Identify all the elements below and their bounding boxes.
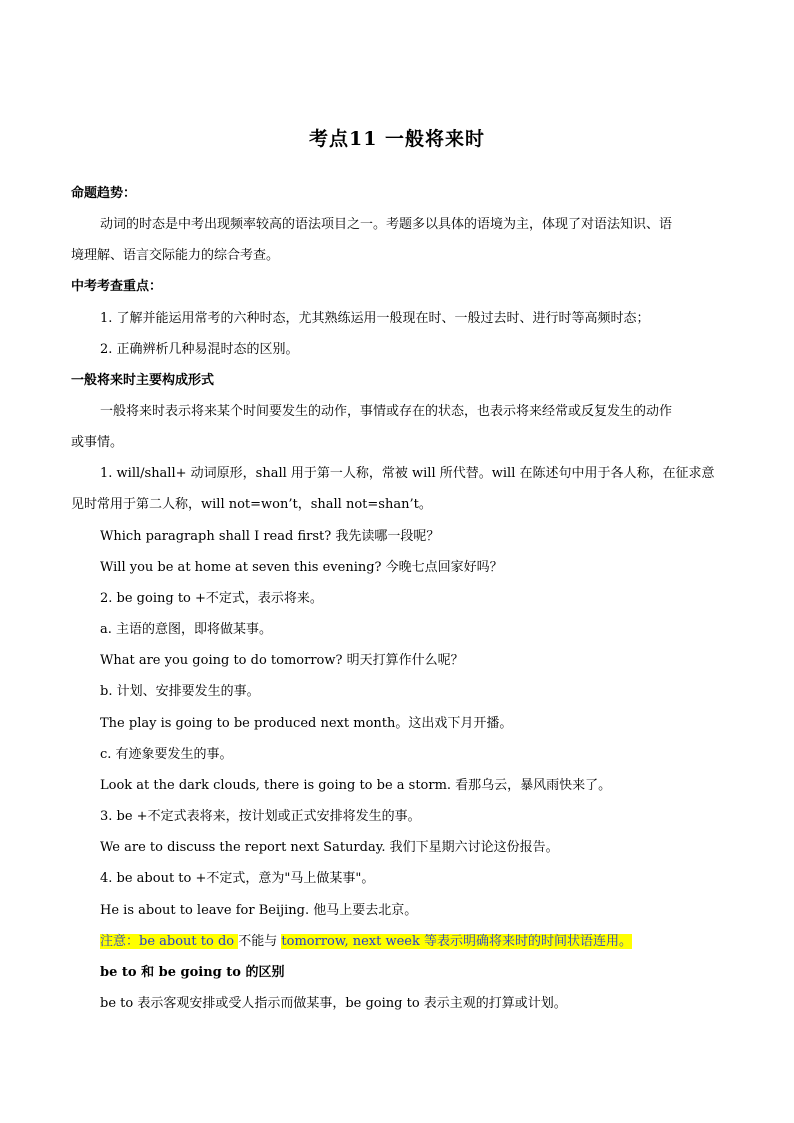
form-paragraph-line-1: 一般将来时表示将来某个时间要发生的动作，事情或存在的状态，也表示将来经常或反复发生的动作: [100, 404, 673, 419]
diff-paragraph: be to 表示客观安排或受人指示而做某事，be going to 表示主观的打算或计划。: [100, 996, 567, 1011]
example-7: He is about to leave for Beijing. 他马上要去北京。: [100, 903, 418, 918]
example-4: The play is going to be produced next month。这出戏下月开播。: [100, 716, 513, 731]
trend-heading: 命题趋势：: [71, 186, 137, 201]
trend-paragraph-line-1: 动词的时态是中考出现频率较高的语法项目之一。考题多以具体的语境为主，体现了对语法知识、语: [100, 217, 673, 232]
diff-heading: be to 和 be going to 的区别: [100, 965, 285, 980]
example-1: Which paragraph shall I read first? 我先读哪一段呢？: [100, 529, 440, 544]
note-mid: 不能与: [238, 934, 282, 949]
form-paragraph-line-2: 或事情。: [71, 435, 124, 450]
focus-item-1: 1. 了解并能运用常考的六种时态，尤其熟练运用一般现在时、一般过去时、进行时等高频时态；: [100, 311, 650, 326]
example-6: We are to discuss the report next Saturday. 我们下星期六讨论这份报告。: [100, 840, 559, 855]
trend-paragraph-line-2: 境理解、语言交际能力的综合考查。: [71, 248, 280, 263]
example-5: Look at the dark clouds, there is going to be a storm. 看那乌云，暴风雨快来了。: [100, 778, 612, 793]
rule-2a: a. 主语的意图，即将做某事。: [100, 622, 273, 637]
example-2: Will you be at home at seven this evening? 今晚七点回家好吗？: [100, 560, 503, 575]
focus-heading: 中考考查重点：: [71, 279, 163, 294]
note-label: 注意：: [100, 934, 140, 949]
page-title: 考点11 一般将来时: [308, 128, 486, 150]
note-words: tomorrow, next week: [281, 934, 424, 949]
rule-4: 4. be about to +不定式，意为"马上做某事"。: [100, 871, 375, 886]
rule-1-line-2: 见时常用于第二人称，will not=won’t，shall not=shan’t。: [71, 497, 432, 512]
note-phrase: be about to do: [139, 934, 239, 949]
note-tail: 等表示明确将来时的时间状语连用。: [424, 934, 633, 949]
rule-2c: c. 有迹象要发生的事。: [100, 747, 233, 762]
note-line: [100, 932, 723, 952]
form-heading: 一般将来时主要构成形式: [71, 373, 215, 388]
rule-3: 3. be +不定式表将来，按计划或正式安排将发生的事。: [100, 809, 421, 824]
rule-1-line-1: 1. will/shall+ 动词原形，shall 用于第一人称，常被 will 所代替。will 在陈述句中用于各人称，在征求意: [100, 466, 715, 481]
rule-2: 2. be going to +不定式，表示将来。: [100, 591, 323, 606]
focus-item-2: 2. 正确辨析几种易混时态的区别。: [100, 342, 299, 357]
example-3: What are you going to do tomorrow? 明天打算作什么呢？: [100, 653, 464, 668]
rule-2b: b. 计划、安排要发生的事。: [100, 684, 260, 699]
